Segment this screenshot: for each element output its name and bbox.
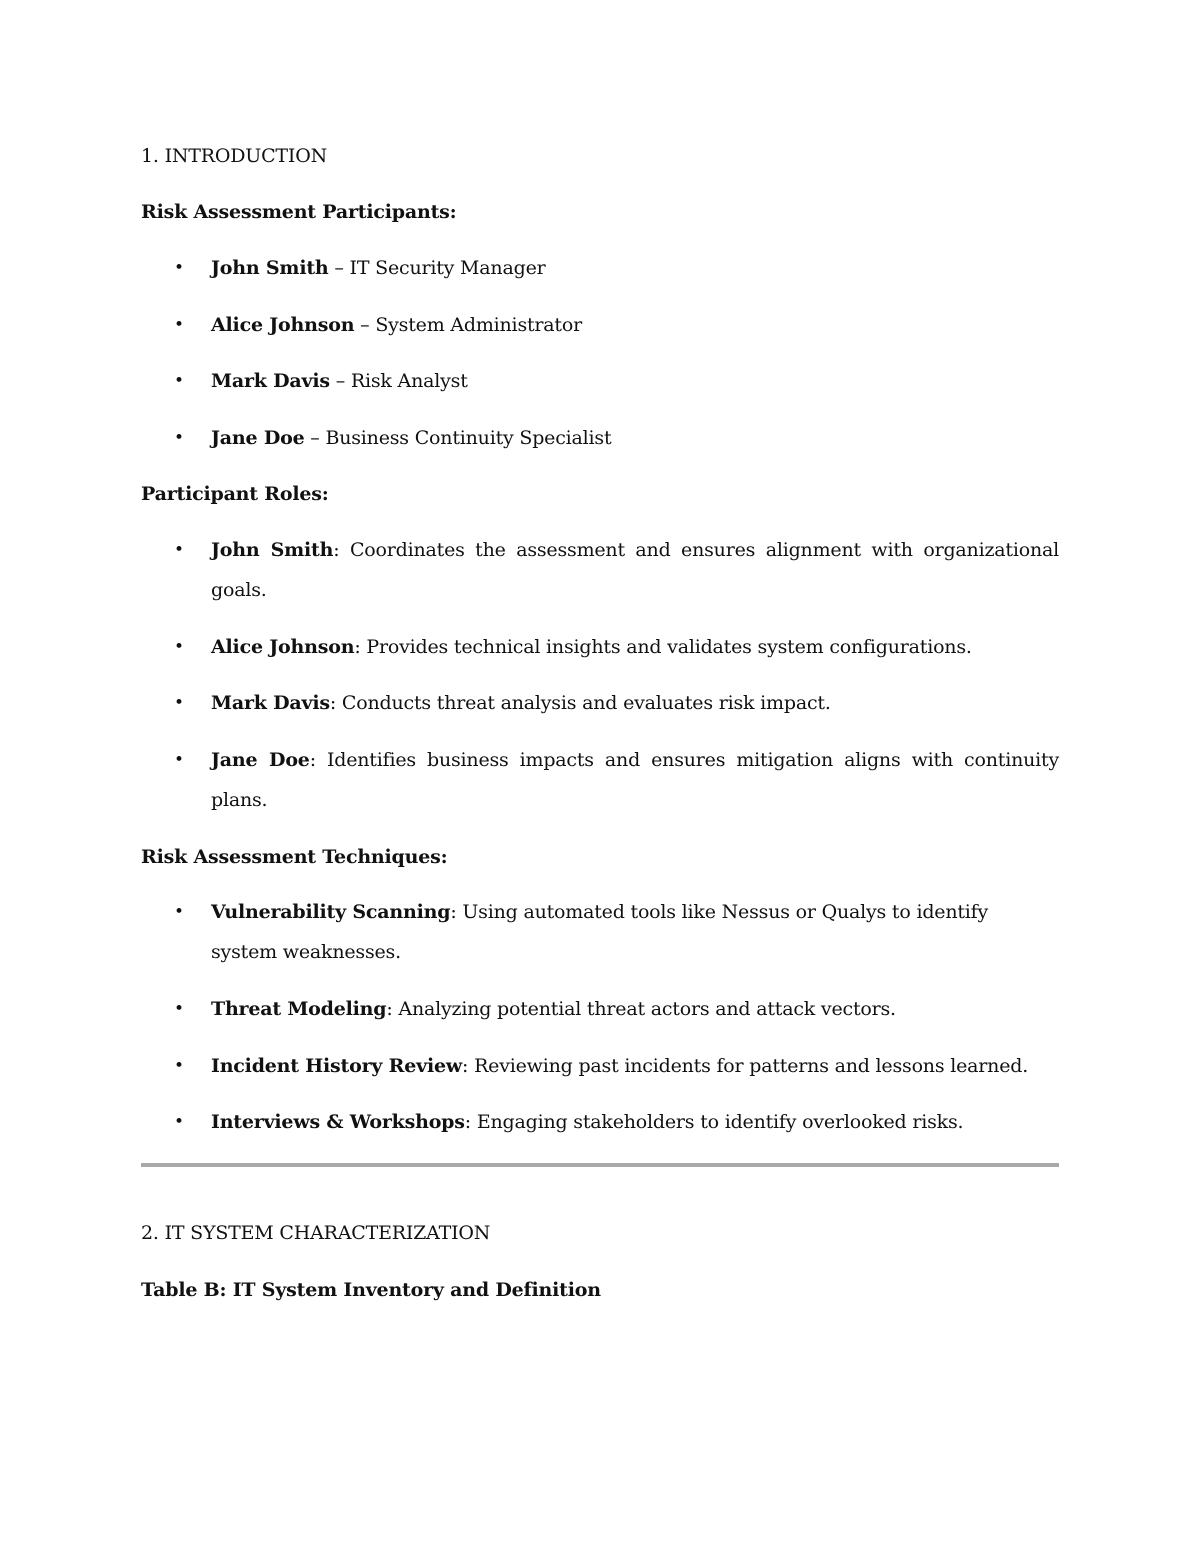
participant-name: Jane Doe [211,427,305,449]
participant-separator: – [354,314,376,336]
technique-separator: : [462,1055,475,1077]
table-caption: Table B: IT System Inventory and Definition [141,1279,601,1301]
bullet-icon: • [174,999,184,1019]
role-separator: : [333,539,350,561]
techniques-heading: Risk Assessment Techniques: [141,846,448,868]
participant-name: Mark Davis [211,370,330,392]
role-name: Jane Doe [211,749,310,771]
participant-separator: – [304,427,326,449]
technique-description: Reviewing past incidents for patterns and lessons learned. [474,1055,1029,1077]
bullet-icon: • [174,750,184,770]
bullet-icon: • [174,428,184,448]
technique-name: Vulnerability Scanning [211,901,451,923]
role-description: Conducts threat analysis and evaluates risk impact. [341,692,831,714]
bullet-icon: • [174,693,184,713]
participant-name: Alice Johnson [211,314,355,336]
participants-heading: Risk Assessment Participants: [141,201,457,223]
bullet-icon: • [174,371,184,391]
roles-heading: Participant Roles: [141,483,329,505]
bullet-icon: • [174,637,184,657]
role-separator: : [354,636,367,658]
section-heading-introduction: 1. INTRODUCTION [141,145,328,167]
technique-separator: : [464,1111,477,1133]
bullet-icon: • [174,540,184,560]
role-name: John Smith [211,539,334,561]
role-name: Mark Davis [211,692,330,714]
participant-title: System Administrator [375,314,582,336]
participant-title: Business Continuity Specialist [325,427,612,449]
role-name: Alice Johnson [211,636,355,658]
participant-name: John Smith [211,257,329,279]
role-separator: : [309,749,327,771]
technique-name: Threat Modeling [211,998,387,1020]
role-description: Provides technical insights and validates system configurations. [366,636,972,658]
bullet-icon: • [174,1056,184,1076]
technique-name: Incident History Review [211,1055,463,1077]
section-heading-it-system: 2. IT SYSTEM CHARACTERIZATION [141,1222,491,1244]
bullet-icon: • [174,1112,184,1132]
role-description: Coordinates the assessment and ensures alignment with organizational goals. [211,539,1060,601]
technique-name: Interviews & Workshops [211,1111,465,1133]
technique-separator: : [450,901,463,923]
technique-description: Using automated tools like Nessus or Qualys to identify system weaknesses. [211,901,989,963]
participant-title: Risk Analyst [350,370,468,392]
bullet-icon: • [174,315,184,335]
technique-separator: : [386,998,399,1020]
participant-separator: – [329,370,351,392]
technique-description: Engaging stakeholders to identify overlooked risks. [476,1111,964,1133]
participant-separator: – [328,257,350,279]
bullet-icon: • [174,258,184,278]
role-separator: : [329,692,342,714]
role-description: Identifies business impacts and ensures mitigation aligns with continuity plans. [211,749,1059,811]
bullet-icon: • [174,902,184,922]
horizontal-divider [141,1163,1059,1167]
technique-description: Analyzing potential threat actors and attack vectors. [398,998,896,1020]
participant-title: IT Security Manager [349,257,546,279]
